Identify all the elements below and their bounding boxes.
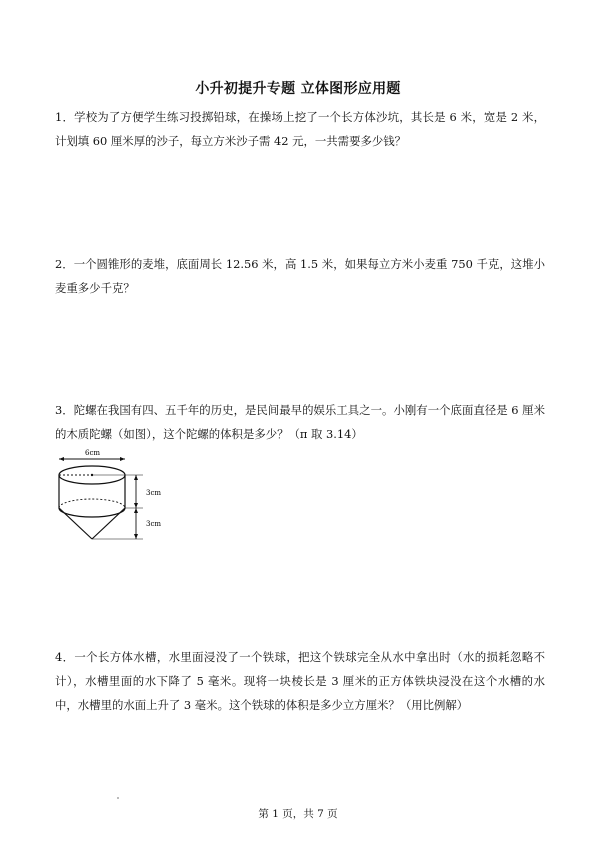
question-3: 3．陀螺在我国有四、五千年的历史，是民间最早的娱乐工具之一。小刚有一个底面直径是 6 厘米的木质陀螺（如图），这个陀螺的体积是多少？（π 取 3.14） [55,403,545,441]
question-2: 2．一个圆锥形的麦堆，底面周长 12.56 米，高 1.5 米，如果每立方米小麦重 750 千克，这堆小麦重多少千克？ [55,257,545,295]
cone-height-label: 3cm [146,520,162,528]
page-title: 小升初提升专题 立体图形应用题 [195,81,401,97]
page-footer: 第 1 页，共 7 页 [258,808,338,820]
question-1: 1．学校为了方便学生练习投掷铅球，在操场上挖了一个长方体沙坑，其长是 6 米，宽是 2 米，计划填 60 厘米厚的沙子，每立方米沙子需 42 元，一共需要多少钱？ [55,110,545,148]
diameter-label: 6cm [85,449,101,457]
spinning-top-figure [50,446,180,546]
scan-speck [117,797,119,799]
question-4: 4．一个长方体水槽，水里面浸没了一个铁球，把这个铁球完全从水中拿出时（水的损耗忽略不计），水槽里面的水下降了 5 毫米。现将一块棱长是 3 厘米的正方体铁块浸没在这个水槽的水中，水槽里的水面上升了 3 毫米。这个铁球的体积是多少立方厘米？（用比例解） [55,650,545,712]
cylinder-height-label: 3cm [146,489,162,497]
spinning-top-diagram [50,446,180,546]
